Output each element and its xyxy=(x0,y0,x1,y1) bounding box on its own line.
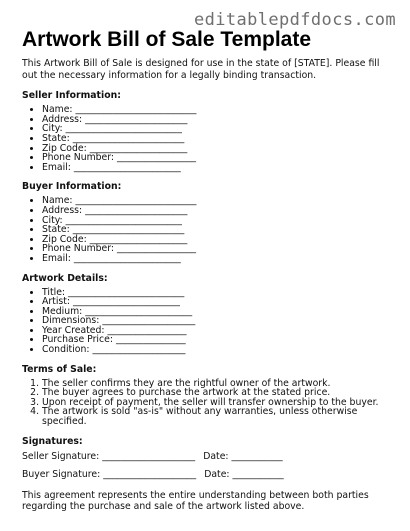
artwork-heading: Artwork Details: xyxy=(22,272,108,284)
term-item: 3. Upon receipt of payment, the seller will transfer ownership to the buyer. xyxy=(42,398,394,408)
buyer-email-field[interactable]: • Email: _______________________ xyxy=(42,254,394,264)
seller-city-field[interactable]: • City: _________________________ xyxy=(42,124,394,134)
seller-fields-list xyxy=(22,105,394,172)
buyer-address-field[interactable]: • Address: ______________________ xyxy=(42,206,394,216)
seller-email-field[interactable]: • Email: _______________________ xyxy=(42,163,394,173)
seller-signature-field[interactable]: Seller Signature: ____________________ xyxy=(22,450,196,462)
artwork-fields-list xyxy=(22,288,394,355)
seller-date-field[interactable]: Date: ___________ xyxy=(203,450,283,462)
artwork-condition-field[interactable]: • Condition: ____________________ xyxy=(42,345,394,355)
buyer-date-field[interactable]: Date: ___________ xyxy=(204,468,284,480)
buyer-signature-field[interactable]: Buyer Signature: ____________________ xyxy=(22,468,197,480)
buyer-state-field[interactable]: • State: ________________________ xyxy=(42,225,394,235)
term-item: 4. The artwork is sold "as-is" without any warranties, unless otherwise specified. xyxy=(42,407,394,426)
terms-heading: Terms of Sale: xyxy=(22,363,97,375)
artwork-artist-field[interactable]: • Artist: _______________________ xyxy=(42,297,394,307)
document-page xyxy=(22,28,394,512)
buyer-signature-row xyxy=(22,469,394,480)
artwork-medium-field[interactable]: • Medium: _______________________ xyxy=(42,307,394,317)
artwork-dimensions-field[interactable]: • Dimensions: ____________________ xyxy=(42,316,394,326)
seller-name-field[interactable]: • Name: __________________________ xyxy=(42,105,394,115)
seller-signature-row xyxy=(22,451,394,462)
terms-list xyxy=(22,379,394,427)
seller-zip-field[interactable]: • Zip Code: _____________________ xyxy=(42,144,394,154)
intro-paragraph: This Artwork Bill of Sale is designed for use in the state of [STATE]. Please fill out the necessary information for a legally binding transaction. xyxy=(22,58,380,81)
buyer-city-field[interactable]: • City: _________________________ xyxy=(42,216,394,226)
buyer-name-field[interactable]: • Name: __________________________ xyxy=(42,196,394,206)
seller-phone-field[interactable]: • Phone Number: _________________ xyxy=(42,153,394,163)
document-title: Artwork Bill of Sale Template xyxy=(22,28,312,51)
artwork-year-field[interactable]: • Year Created: _________________ xyxy=(42,326,394,336)
buyer-phone-field[interactable]: • Phone Number: _________________ xyxy=(42,244,394,254)
term-item: 2. The buyer agrees to purchase the artwork at the stated price. xyxy=(42,388,394,398)
seller-address-field[interactable]: • Address: ______________________ xyxy=(42,115,394,125)
closing-paragraph: This agreement represents the entire understanding between both parties regarding the purchase and sale of the artwork listed above. xyxy=(22,489,369,512)
buyer-zip-field[interactable]: • Zip Code: _____________________ xyxy=(42,235,394,245)
signatures-heading: Signatures: xyxy=(22,435,83,447)
buyer-heading: Buyer Information: xyxy=(22,181,122,193)
site-watermark: editablepdfdocs.com xyxy=(193,10,396,30)
seller-heading: Seller Information: xyxy=(22,90,121,102)
term-item: 1. The seller confirms they are the rightful owner of the artwork. xyxy=(42,379,394,389)
seller-state-field[interactable]: • State: ________________________ xyxy=(42,134,394,144)
buyer-fields-list xyxy=(22,196,394,263)
artwork-title-field[interactable]: • Title: _________________________ xyxy=(42,288,394,298)
artwork-price-field[interactable]: • Purchase Price: _______________ xyxy=(42,335,394,345)
